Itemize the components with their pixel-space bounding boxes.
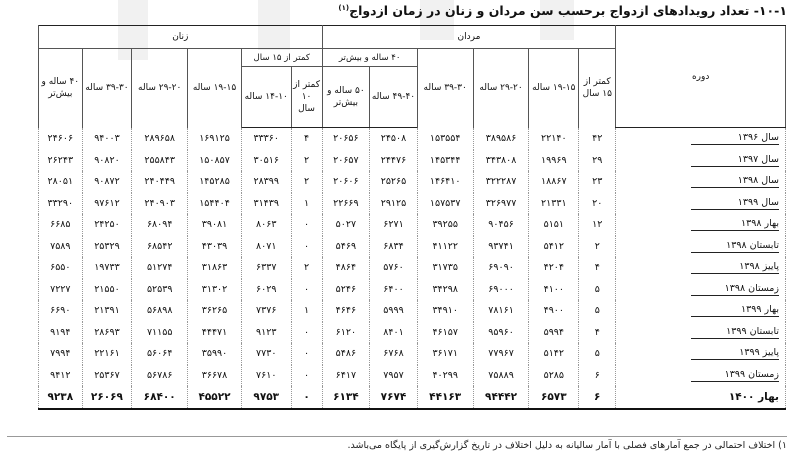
row-period-cell <box>616 386 786 409</box>
table-cell: ۱۶۹۱۲۵ <box>188 128 242 150</box>
table-row <box>39 343 786 365</box>
table-cell: ۵۶۷۸۶ <box>132 365 188 387</box>
table-cell: ۶۲۷۱ <box>370 214 418 236</box>
table-cell: ۲۲۱۶۱ <box>82 343 132 365</box>
table-cell: ۲۴۴۷۶ <box>370 150 418 172</box>
table-cell: ۵۱۵۱ <box>529 214 579 236</box>
table-cell: ۹۷۶۱۲ <box>82 193 132 215</box>
table-row <box>39 257 786 279</box>
table-cell: ۶۶۹۰ <box>39 300 83 322</box>
table-cell: ۵ <box>579 300 616 322</box>
table-cell: ۶۸۰۹۴ <box>132 214 188 236</box>
header-col-m-30-39: ۳۹-۳۰ ساله <box>417 49 473 128</box>
header-col-w-under10: کمتر از ۱۰ سال <box>291 67 322 128</box>
table-cell: ۸۰۷۱ <box>241 236 291 258</box>
table-cell: ۴۲ <box>579 128 616 150</box>
row-period-cell <box>616 300 786 322</box>
table-cell: ۴ <box>579 322 616 344</box>
table-cell: ۳۰۵۱۶ <box>241 150 291 172</box>
table-cell: ۲۴۲۵۰ <box>82 214 132 236</box>
table-cell: ۵۰۲۷ <box>322 214 370 236</box>
table-row <box>39 279 786 301</box>
row-period-cell <box>616 365 786 387</box>
table-header <box>39 26 786 128</box>
header-col-w-10-14: ۱۴-۱۰ ساله <box>241 67 291 128</box>
table-cell: ۵۲۸۵ <box>529 365 579 387</box>
table-cell: ۴۶۱۵۷ <box>417 322 473 344</box>
table-cell: ۳۶۲۶۵ <box>188 300 242 322</box>
table-cell: ۳۴۲۹۸ <box>417 279 473 301</box>
table-row <box>39 150 786 172</box>
table-cell: ۱۲ <box>579 214 616 236</box>
row-period-cell <box>616 171 786 193</box>
header-col-m-40-49: ۴۹-۴۰ ساله <box>370 67 418 128</box>
table-cell: ۹۴۱۲ <box>39 365 83 387</box>
table-cell: ۵۲۴۶ <box>322 279 370 301</box>
row-period-cell <box>616 236 786 258</box>
table-cell: ۶۶۸۵ <box>39 214 83 236</box>
table-cell: ۱ <box>291 193 322 215</box>
row-period-label: سال ۱۳۹۶ <box>691 132 779 145</box>
table-cell: ۱۹۷۳۳ <box>82 257 132 279</box>
table-cell: ۲ <box>291 171 322 193</box>
table-cell: ۲۵۵۸۴۳ <box>132 150 188 172</box>
table-cell: ۷۸۱۶۱ <box>473 300 529 322</box>
table-cell: ۹۲۳۸ <box>39 386 83 409</box>
header-col-w-40-plus: ۴۰ ساله و بیش‌تر <box>39 49 83 128</box>
table-cell: ۲۸۶۹۳ <box>82 322 132 344</box>
table-cell: ۵۶۸۹۸ <box>132 300 188 322</box>
header-col-w-20-29: ۲۹-۲۰ ساله <box>132 49 188 128</box>
header-col-m-15-19: ۱۹-۱۵ ساله <box>529 49 579 128</box>
table-cell: ۰ <box>291 365 322 387</box>
table-cell: ۲۶۲۴۳ <box>39 150 83 172</box>
table-cell: ۳۱۷۳۵ <box>417 257 473 279</box>
table-cell: ۱۵۳۵۵۴ <box>417 128 473 150</box>
table-cell: ۰ <box>291 343 322 365</box>
table-cell: ۶۰۲۹ <box>241 279 291 301</box>
row-period-cell <box>616 322 786 344</box>
table-cell: ۱۵۷۵۳۷ <box>417 193 473 215</box>
table-cell: ۲۵۳۲۹ <box>82 236 132 258</box>
table-cell: ۳۸۹۵۸۶ <box>473 128 529 150</box>
table-cell: ۲۱۳۳۱ <box>529 193 579 215</box>
table-cell: ۰ <box>291 386 322 409</box>
table-cell: ۲۸۳۹۹ <box>241 171 291 193</box>
row-period-label: زمستان ۱۳۹۸ <box>691 283 779 296</box>
table-cell: ۲۶۰۶۹ <box>82 386 132 409</box>
row-period-cell <box>616 128 786 150</box>
table-row <box>39 214 786 236</box>
table-cell: ۶ <box>579 386 616 409</box>
table-cell: ۱۵۰۸۵۷ <box>188 150 242 172</box>
table-cell: ۶۴۰۰ <box>370 279 418 301</box>
table-cell: ۳۵۹۹۰ <box>188 343 242 365</box>
marriage-age-table <box>38 25 786 410</box>
table-cell: ۶۸۴۰۰ <box>132 386 188 409</box>
row-period-cell <box>616 279 786 301</box>
table-cell: ۶۳۳۷ <box>241 257 291 279</box>
table-row <box>39 128 786 150</box>
table-cell: ۷۹۹۴ <box>39 343 83 365</box>
table-cell: ۲۰۶۵۶ <box>322 128 370 150</box>
table-cell: ۴ <box>291 128 322 150</box>
table-cell: ۳۲۶۹۷۷ <box>473 193 529 215</box>
table-row <box>39 365 786 387</box>
header-women-under15: کمتر از ۱۵ سال <box>241 49 322 67</box>
table-cell: ۷۹۵۷ <box>370 365 418 387</box>
row-period-label: پاییز ۱۳۹۸ <box>691 261 779 274</box>
table-cell: ۶۱۲۰ <box>322 322 370 344</box>
table-cell: ۲۵۲۶۵ <box>370 171 418 193</box>
table-cell: ۰ <box>291 322 322 344</box>
table-cell: ۴۴۱۶۳ <box>417 386 473 409</box>
table-cell: ۶۵۵۰ <box>39 257 83 279</box>
table-cell: ۲۹۱۲۵ <box>370 193 418 215</box>
row-period-label: بهار ۱۳۹۹ <box>691 304 779 317</box>
row-period-label: سال ۱۳۹۹ <box>691 197 779 210</box>
table-cell: ۲۲۱۴۰ <box>529 128 579 150</box>
header-col-w-30-39: ۳۹-۳۰ ساله <box>82 49 132 128</box>
row-period-label: بهار ۱۴۰۰ <box>728 390 779 403</box>
header-col-m-50-plus: ۵۰ ساله و بیش‌تر <box>322 67 370 128</box>
table-cell: ۴ <box>579 257 616 279</box>
table-cell: ۱۹۹۶۹ <box>529 150 579 172</box>
table-cell: ۲۱۵۵۰ <box>82 279 132 301</box>
table-cell: ۲۸۰۵۱ <box>39 171 83 193</box>
table-cell: ۲۰ <box>579 193 616 215</box>
header-col-w-15-19: ۱۹-۱۵ ساله <box>188 49 242 128</box>
table-cell: ۹۳۷۴۱ <box>473 236 529 258</box>
table-cell: ۳۹۰۸۱ <box>188 214 242 236</box>
table-cell: ۴۴۴۷۱ <box>188 322 242 344</box>
table-row <box>39 322 786 344</box>
table-cell: ۷۵۸۸۹ <box>473 365 529 387</box>
table-body <box>39 128 786 409</box>
table-cell: ۵۹۹۹ <box>370 300 418 322</box>
table-cell: ۲۵۳۶۷ <box>82 365 132 387</box>
table-cell: ۱۴۵۳۴۴ <box>417 150 473 172</box>
table-row <box>39 300 786 322</box>
table-row <box>39 386 786 409</box>
table-cell: ۵ <box>579 343 616 365</box>
table-cell: ۷۶۱۰ <box>241 365 291 387</box>
table-cell: ۴۰۲۹۹ <box>417 365 473 387</box>
table-cell: ۷۶۷۴ <box>370 386 418 409</box>
table-cell: ۵۱۴۲ <box>529 343 579 365</box>
table-cell: ۷۲۲۷ <box>39 279 83 301</box>
table-cell: ۲۴۰۴۴۹ <box>132 171 188 193</box>
table-cell: ۶۸۳۴ <box>370 236 418 258</box>
row-period-label: پاییز ۱۳۹۹ <box>691 347 779 360</box>
table-cell: ۱۴۶۴۱۰ <box>417 171 473 193</box>
table-cell: ۹۰۸۷۲ <box>82 171 132 193</box>
table-cell: ۶۸۵۴۲ <box>132 236 188 258</box>
header-period: دوره <box>616 26 786 128</box>
table-cell: ۴۵۵۲۲ <box>188 386 242 409</box>
title-footnote-ref: (۱) <box>338 3 350 12</box>
table-cell: ۵ <box>579 279 616 301</box>
table-cell: ۲۳ <box>579 171 616 193</box>
table-cell: ۷۵۸۹ <box>39 236 83 258</box>
table-cell: ۲ <box>291 257 322 279</box>
table-cell: ۵۱۲۷۴ <box>132 257 188 279</box>
table-cell: ۶۴۱۷ <box>322 365 370 387</box>
table-cell: ۶۱۳۴ <box>322 386 370 409</box>
table-cell: ۲۸۹۶۵۸ <box>132 128 188 150</box>
table-cell: ۳۱۳۰۲ <box>188 279 242 301</box>
row-period-label: تابستان ۱۳۹۸ <box>691 240 779 253</box>
table-cell: ۶ <box>579 365 616 387</box>
table-cell: ۲۲۶۶۹ <box>322 193 370 215</box>
table-cell: ۳۳۲۹۰ <box>39 193 83 215</box>
table-cell: ۵۶۰۶۴ <box>132 343 188 365</box>
table-cell: ۹۱۹۴ <box>39 322 83 344</box>
table-cell: ۶۹۰۹۰ <box>473 257 529 279</box>
row-period-cell <box>616 150 786 172</box>
table-cell: ۶۹۰۰۰ <box>473 279 529 301</box>
table-cell: ۰ <box>291 236 322 258</box>
table-cell: ۵۹۹۴ <box>529 322 579 344</box>
table-cell: ۵۲۵۳۹ <box>132 279 188 301</box>
table-row <box>39 171 786 193</box>
table-cell: ۴۹۰۰ <box>529 300 579 322</box>
table-cell: ۷۱۱۵۵ <box>132 322 188 344</box>
table-cell: ۲۰۶۵۷ <box>322 150 370 172</box>
table-cell: ۳۴۳۸۰۸ <box>473 150 529 172</box>
header-col-m-under15: کمتر از ۱۵ سال <box>579 49 616 128</box>
table-cell: ۷۳۷۶ <box>241 300 291 322</box>
header-men-group: مردان <box>322 26 616 49</box>
row-period-label: زمستان ۱۳۹۹ <box>691 369 779 382</box>
table-cell: ۰ <box>291 279 322 301</box>
table-cell: ۸۰۶۳ <box>241 214 291 236</box>
table-cell: ۳۱۸۶۳ <box>188 257 242 279</box>
table-cell: ۳۳۳۶۰ <box>241 128 291 150</box>
table-cell: ۱۸۸۶۷ <box>529 171 579 193</box>
table-cell: ۹۷۵۳ <box>241 386 291 409</box>
table-cell: ۵۷۶۰ <box>370 257 418 279</box>
table-row <box>39 193 786 215</box>
table-cell: ۳۶۶۷۸ <box>188 365 242 387</box>
table-cell: ۴۱۰۰ <box>529 279 579 301</box>
header-col-m-20-29: ۲۹-۲۰ ساله <box>473 49 529 128</box>
header-men-40-plus: ۴۰ ساله و بیش‌تر <box>322 49 417 67</box>
table-cell: ۹۵۹۶۰ <box>473 322 529 344</box>
table-cell: ۳۹۲۵۵ <box>417 214 473 236</box>
table-cell: ۵۴۱۲ <box>529 236 579 258</box>
table-cell: ۲۰۶۰۶ <box>322 171 370 193</box>
row-period-cell <box>616 257 786 279</box>
table-cell: ۴۳۰۳۹ <box>188 236 242 258</box>
row-period-cell <box>616 193 786 215</box>
row-period-cell <box>616 214 786 236</box>
table-cell: ۲۴۰۹۰۳ <box>132 193 188 215</box>
row-period-label: تابستان ۱۳۹۹ <box>691 326 779 339</box>
table-cell: ۹۱۲۳ <box>241 322 291 344</box>
table-cell: ۵۴۶۹ <box>322 236 370 258</box>
table-cell: ۲۱۳۹۱ <box>82 300 132 322</box>
table-cell: ۴۶۴۶ <box>322 300 370 322</box>
table-cell: ۴۱۱۲۲ <box>417 236 473 258</box>
table-cell: ۴۸۶۴ <box>322 257 370 279</box>
footnote: ۱) اختلاف احتمالی در جمع آمارهای فصلی با آمار سالیانه به دلیل اختلاف در تاریخ گزارش‌گیری از پایگاه می‌باشد. <box>7 436 787 451</box>
table-cell: ۳۱۴۳۹ <box>241 193 291 215</box>
table-cell: ۷۷۹۶۷ <box>473 343 529 365</box>
row-period-label: سال ۱۳۹۸ <box>691 175 779 188</box>
table-cell: ۵۴۸۶ <box>322 343 370 365</box>
table-cell: ۹۴۰۰۳ <box>82 128 132 150</box>
table-cell: ۲ <box>291 150 322 172</box>
table-title-text: ۱۰-۱- تعداد رویدادهای ازدواج برحسب سن مردان و زنان در زمان ازدواج <box>349 3 787 18</box>
row-period-cell <box>616 343 786 365</box>
table-cell: ۲۴۶۰۶ <box>39 128 83 150</box>
table-row <box>39 236 786 258</box>
table-cell: ۴۲۰۴ <box>529 257 579 279</box>
table-title <box>7 3 787 18</box>
row-period-label: بهار ۱۳۹۸ <box>691 218 779 231</box>
table-cell: ۹۰۴۵۶ <box>473 214 529 236</box>
table-cell: ۷۷۳۰ <box>241 343 291 365</box>
table-cell: ۱۵۴۴۰۴ <box>188 193 242 215</box>
table-cell: ۱ <box>291 300 322 322</box>
header-women-group: زنان <box>39 26 323 49</box>
table-cell: ۸۴۰۱ <box>370 322 418 344</box>
table-cell: ۲ <box>579 236 616 258</box>
table-cell: ۶۵۷۳ <box>529 386 579 409</box>
table-cell: ۹۰۸۲۰ <box>82 150 132 172</box>
row-period-label: سال ۱۳۹۷ <box>691 154 779 167</box>
table-cell: ۳۶۱۷۱ <box>417 343 473 365</box>
table-cell: ۲۴۵۰۸ <box>370 128 418 150</box>
table-cell: ۳۴۹۱۰ <box>417 300 473 322</box>
table-cell: ۹۴۴۴۲ <box>473 386 529 409</box>
table-cell: ۱۴۵۲۸۵ <box>188 171 242 193</box>
table-cell: ۳۲۲۲۸۷ <box>473 171 529 193</box>
table-cell: ۰ <box>291 214 322 236</box>
table-cell: ۶۷۶۸ <box>370 343 418 365</box>
table-cell: ۲۹ <box>579 150 616 172</box>
